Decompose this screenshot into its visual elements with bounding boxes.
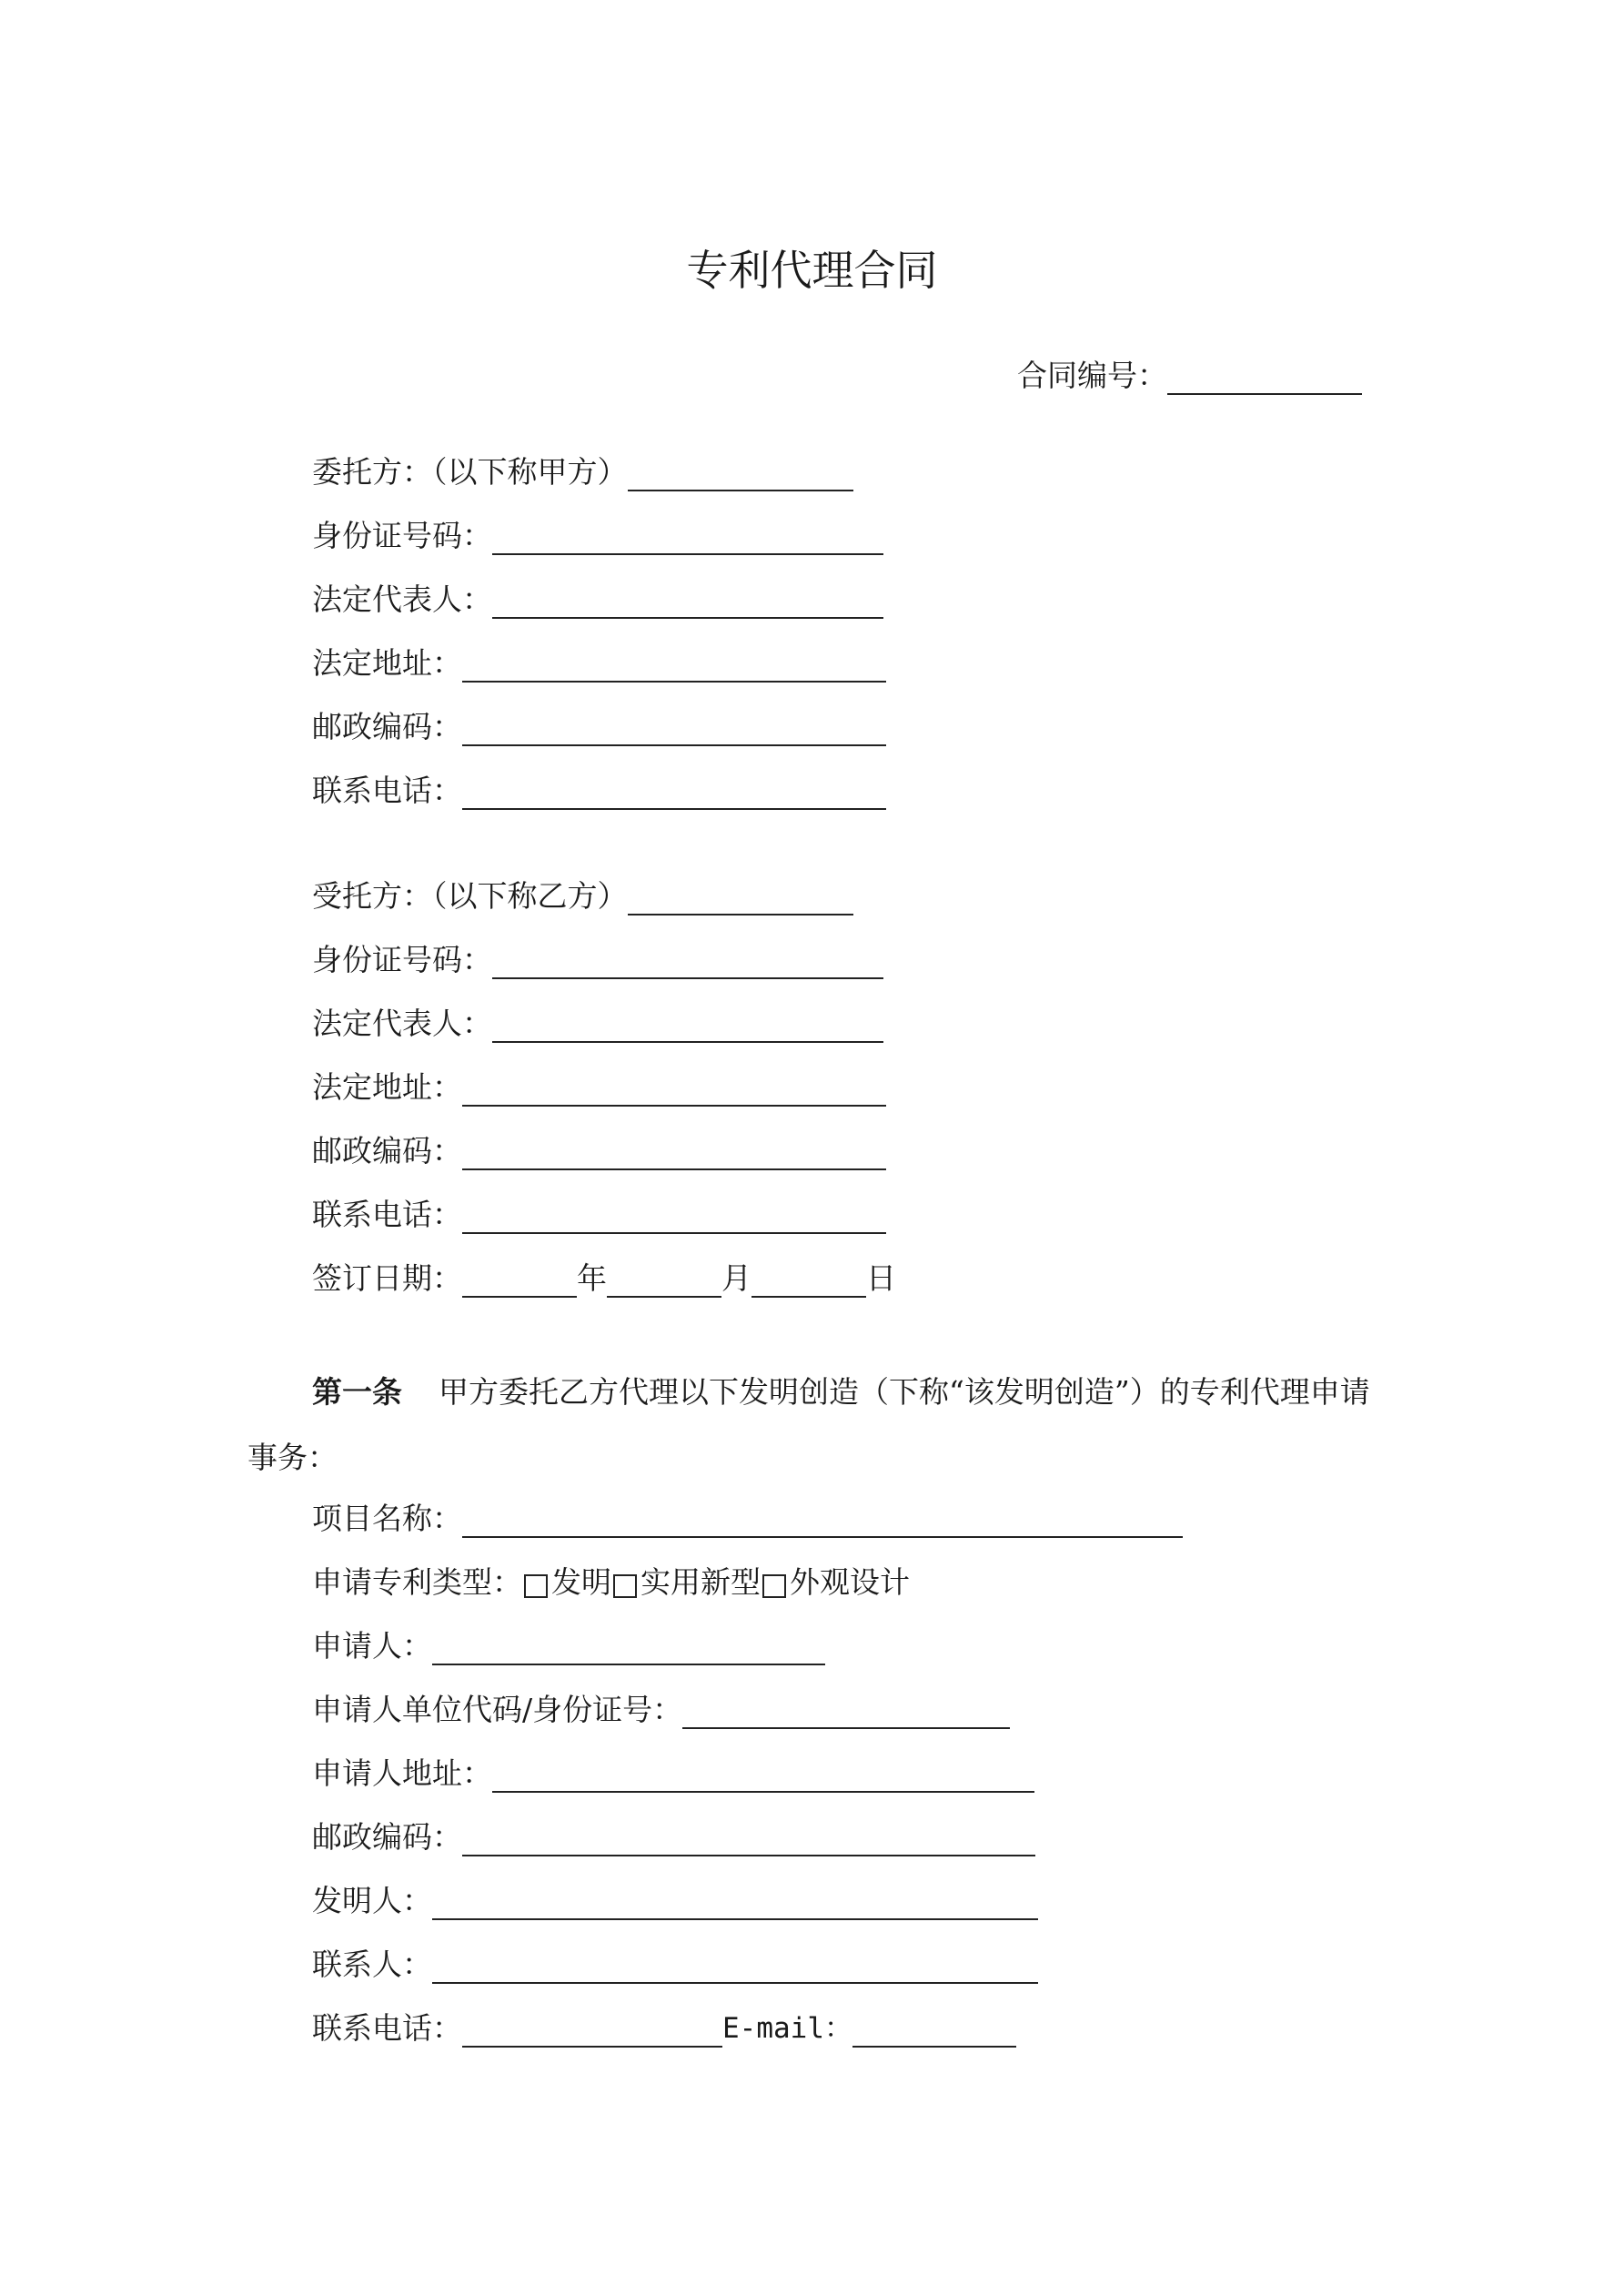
agent-postal-field[interactable] (462, 1134, 886, 1170)
principal-id-field[interactable] (492, 519, 883, 555)
sign-month-field[interactable] (607, 1261, 721, 1298)
agent-postal-row (312, 1128, 886, 1174)
project-name-field[interactable] (462, 1502, 1183, 1538)
patent-type-label: 申请专利类型： (312, 1564, 522, 1600)
applicant-address-row (312, 1751, 1034, 1796)
agent-rep-label: 法定代表人： (312, 1006, 492, 1041)
agent-label: 受托方：（以下称乙方） (312, 878, 628, 914)
applicant-address-field[interactable] (492, 1756, 1034, 1793)
principal-rep-field[interactable] (492, 582, 883, 619)
contact-label: 联系人： (312, 1947, 432, 1982)
principal-address-field[interactable] (462, 646, 886, 683)
project-phone-label: 联系电话： (312, 2010, 462, 2046)
principal-postal-label: 邮政编码： (312, 709, 462, 744)
inventor-row (312, 1878, 1038, 1924)
applicant-label: 申请人： (312, 1628, 432, 1664)
project-postal-row (312, 1815, 1035, 1860)
email-label: E-mail： (722, 2012, 852, 2045)
sign-year-field[interactable] (462, 1261, 577, 1298)
principal-rep-row (312, 577, 883, 622)
sign-day-label: 日 (866, 1260, 896, 1296)
article-1 (247, 1360, 1376, 1491)
principal-row (312, 450, 853, 495)
agent-id-row (312, 937, 883, 983)
principal-phone-label: 联系电话： (312, 773, 462, 808)
utility-model-checkbox[interactable] (613, 1574, 637, 1598)
invention-option-label: 发明 (551, 1564, 611, 1600)
principal-rep-label: 法定代表人： (312, 582, 492, 617)
utility-model-option-label: 实用新型 (641, 1564, 761, 1600)
contract-number-row (1017, 353, 1362, 399)
principal-field[interactable] (628, 455, 853, 491)
applicant-code-label: 申请人单位代码/身份证号： (312, 1692, 683, 1727)
principal-label: 委托方：（以下称甲方） (312, 454, 628, 490)
design-option-label: 外观设计 (790, 1564, 910, 1600)
agent-phone-row (312, 1192, 886, 1238)
sign-date-row (312, 1256, 896, 1301)
contract-number-field[interactable] (1167, 359, 1362, 395)
principal-id-label: 身份证号码： (312, 518, 492, 553)
agent-postal-label: 邮政编码： (312, 1133, 462, 1168)
agent-phone-label: 联系电话： (312, 1197, 462, 1232)
sign-day-field[interactable] (751, 1261, 866, 1298)
project-postal-field[interactable] (462, 1820, 1035, 1856)
sign-month-label: 月 (721, 1260, 751, 1296)
applicant-code-row (312, 1687, 1010, 1733)
principal-phone-row (312, 768, 886, 814)
principal-address-row (312, 641, 886, 686)
document-title: 专利代理合同 (686, 246, 938, 295)
agent-address-field[interactable] (462, 1070, 886, 1107)
principal-address-label: 法定地址： (312, 645, 462, 681)
project-name-row (312, 1496, 1183, 1542)
project-name-label: 项目名称： (312, 1501, 462, 1536)
project-postal-label: 邮政编码： (312, 1819, 462, 1855)
agent-id-label: 身份证号码： (312, 942, 492, 977)
agent-field[interactable] (628, 879, 853, 915)
patent-type-row (312, 1560, 910, 1605)
sign-date-label: 签订日期： (312, 1260, 462, 1296)
principal-phone-field[interactable] (462, 774, 886, 810)
contact-field[interactable] (432, 1947, 1038, 1984)
applicant-row (312, 1623, 825, 1669)
article-1-text: 甲方委托乙方代理以下发明创造（下称“该发明创造”）的专利代理申请事务： (247, 1374, 1370, 1475)
project-phone-field[interactable] (462, 2011, 722, 2048)
agent-address-label: 法定地址： (312, 1069, 462, 1105)
agent-row (312, 874, 853, 919)
email-field[interactable] (852, 2011, 1016, 2048)
article-1-heading: 第一条 (312, 1374, 402, 1410)
agent-rep-field[interactable] (492, 1006, 883, 1043)
invention-checkbox[interactable] (524, 1574, 548, 1598)
principal-postal-field[interactable] (462, 710, 886, 746)
applicant-field[interactable] (432, 1629, 825, 1665)
contract-number-label: 合同编号： (1017, 358, 1167, 393)
principal-id-row (312, 513, 883, 559)
sign-year-label: 年 (577, 1260, 607, 1296)
agent-rep-row (312, 1001, 883, 1047)
agent-phone-field[interactable] (462, 1198, 886, 1234)
inventor-field[interactable] (432, 1884, 1038, 1920)
agent-address-row (312, 1065, 886, 1110)
agent-id-field[interactable] (492, 943, 883, 979)
principal-postal-row (312, 704, 886, 750)
applicant-address-label: 申请人地址： (312, 1755, 492, 1791)
design-checkbox[interactable] (762, 1574, 786, 1598)
contact-row (312, 1942, 1038, 1988)
inventor-label: 发明人： (312, 1883, 432, 1918)
applicant-code-field[interactable] (682, 1693, 1010, 1729)
project-phone-row (312, 2006, 1016, 2051)
